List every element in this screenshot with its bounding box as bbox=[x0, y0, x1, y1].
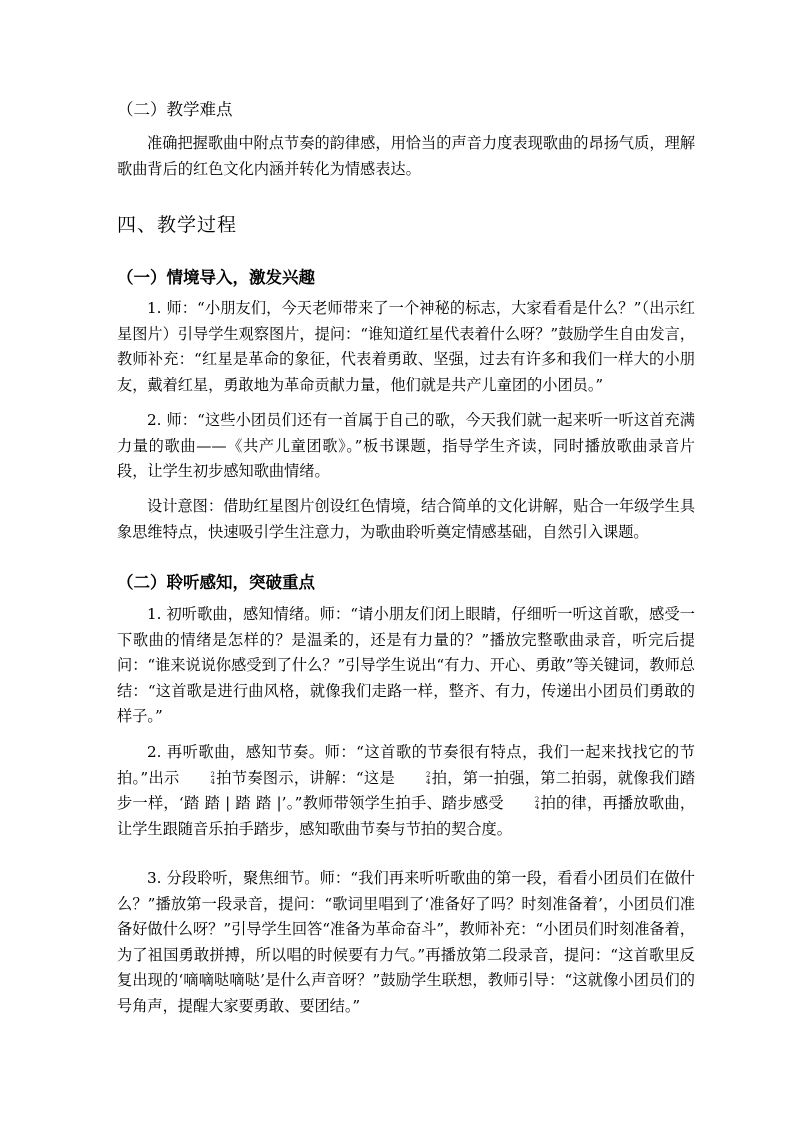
listen-p2-part-a: 2. 再听歌曲，感知节奏。师：“这首歌的节奏很有特点，我们一起来找找它的节拍。”出示 bbox=[117, 743, 695, 787]
listen-p2-part-d: 拍的律，再播放歌曲，让学生跟随音乐拍手踏步，感知歌曲节奏与节拍的契合度。 bbox=[117, 794, 696, 838]
listen-paragraph-3: 3. 分段聆听，聚焦细节。师：“我们再来听听歌曲的第一段，看看小团员们在做什么？”播放第一段录音，提问：“歌词里唱到了‘准备好了吗？时刻准备着’，小团员们准备好做什么呀？”引导学生回答“准备为革命奋斗”，教师补充：“小团员们时刻准备着，为了祖国勇敢拼搏，所以唱的时候要有力气。”再播放第二段录音，提问：“这首歌里反复出现的‘嘀嘀哒嘀哒’是什么声音呀？”鼓励学生联想，教师引导：“这就像小团员们的号角声，提醒大家要勇敢、要团结。” bbox=[117, 869, 695, 1015]
intro-heading: （一）情境导入，激发兴趣 bbox=[117, 268, 315, 287]
time-signature-numerator: 2 bbox=[425, 770, 431, 779]
intro-paragraph-2: 2. 师：“这些小团员们还有一首属于自己的歌，今天我们就一起来听一听这首充满力量的歌曲——《共产儿童团歌》。”板书课题，指导学生齐读，同时播放歌曲录音片段，让学生初步感知歌曲情绪。 bbox=[117, 411, 695, 480]
intro-paragraph-1: 1. 师：“小朋友们，今天老师带来了一个神秘的标志，大家看看是什么？”（出示红星图片）引导学生观察图片，提问：“谁知道红星代表着什么呀？”鼓励学生自由发言，教师补充：“红星是革命的象征，代表着勇敢、坚强，过去有许多和我们一样大的小朋友，戴着红星，勇敢地为革命贡献力量，他们就是共产儿童团的小团员。” bbox=[117, 299, 695, 394]
time-signature bbox=[181, 772, 215, 786]
listen-paragraph-2 bbox=[117, 740, 695, 842]
difficulty-text: 准确把握歌曲中附点节奏的韵律感，用恰当的声音力度表现歌曲的昂扬气质，理解歌曲背后的红色文化内涵并转化为情感表达。 bbox=[117, 134, 695, 178]
time-signature-denominator: 4 bbox=[425, 777, 431, 786]
process-heading: 四、教学过程 bbox=[117, 214, 238, 236]
difficulty-heading: （二）教学难点 bbox=[117, 100, 233, 119]
time-signature bbox=[396, 772, 430, 786]
listen-p2-part-b: 拍节奏图示，讲解：“这是 bbox=[215, 768, 395, 787]
time-signature-denominator: 4 bbox=[534, 803, 540, 811]
time-signature-numerator: 2 bbox=[534, 796, 540, 804]
design-intent-paragraph: 设计意图：借助红星图片创设红色情境，结合简单的文化讲解，贴合一年级学生具象思维特点，快速吸引学生注意力，为歌曲聆听奠定情感基础，自然引入课题。 bbox=[117, 497, 695, 541]
time-signature bbox=[505, 797, 539, 811]
listen-p2-part-c: 拍，第一拍强，第二拍弱，就像我们踏步一样，‘踏 踏 | 踏 踏 |’。”教师带领学生拍手、踏步感受 bbox=[117, 768, 696, 812]
listen-heading: （二）聆听感知，突破重点 bbox=[117, 573, 315, 592]
time-signature-denominator: 4 bbox=[210, 777, 215, 786]
time-signature-numerator: 2 bbox=[210, 770, 215, 779]
listen-paragraph-1: 1. 初听歌曲，感知情绪。师：“请小朋友们闭上眼睛，仔细听一听这首歌，感受一下歌曲的情绪是怎样的？是温柔的，还是有力量的？”播放完整歌曲录音，听完后提问：“谁来说说你感受到了什么？”引导学生说出“有力、开心、勇敢”等关键词，教师总结：“这首歌是进行曲风格，就像我们走路一样，整齐、有力，传递出小团员们勇敢的样子。” bbox=[117, 605, 695, 725]
